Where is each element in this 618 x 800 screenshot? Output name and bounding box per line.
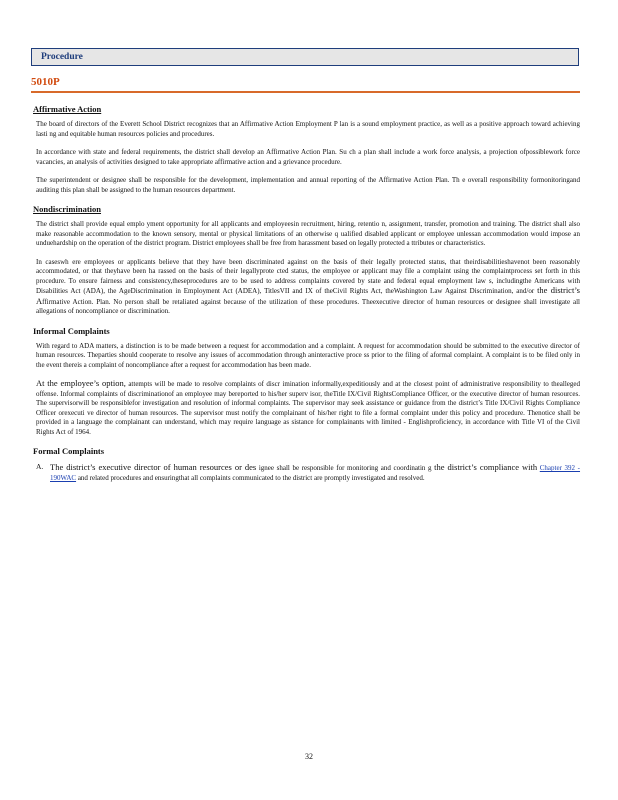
document-body <box>33 104 581 489</box>
section-informal-complaints <box>33 325 580 438</box>
section-heading: Affirmative Action <box>33 104 102 114</box>
paragraph: In accordance with state and federal requirements, the district shall develop an Affirmative Action Plan. Su ch a plan shall include a work force analysis, a projection ofpossiblework force vacancies, an analysis of activities designed to take appropriate affirmative action and a grievance procedure. <box>36 148 580 166</box>
section-nondiscrimination <box>33 204 580 317</box>
procedure-banner <box>31 48 579 66</box>
header-divider <box>31 91 580 93</box>
wac-chapter-link[interactable]: Chapter 392 - 190WAC <box>50 464 581 482</box>
section-formal-complaints <box>33 446 581 483</box>
list-item: A. The district’s executive director of human resources or des ignee shall be responsible for monitoring and coordinatin g the district’s compliance with Chapter 392 - 190WAC and related procedures and ensuringthat all complaints communicated to the district are promptly investigated and resolved. <box>36 462 581 482</box>
list-marker: A. <box>36 462 44 471</box>
paragraph: The board of directors of the Everett School District recognizes that an Affirmative Action Employment P lan is a sound employment practice, as well as a positive approach toward achieving lasti ng and equitable human resources policies and procedures. <box>36 120 580 138</box>
section-heading: Informal Complaints <box>33 325 110 336</box>
section-heading: Nondiscrimination <box>33 204 102 214</box>
paragraph: The superintendent or designee shall be responsible for the development, implementation and annual reporting of the Affirmative Action Plan. Th e overall responsibility formonitoringand auditing this plan shall be assigned to the human resources department. <box>36 176 580 194</box>
policy-number: 5010P <box>31 76 60 88</box>
section-heading: Formal Complaints <box>33 446 105 456</box>
section-affirmative-action <box>33 104 580 195</box>
procedure-label: Procedure <box>41 52 83 62</box>
paragraph: In caseswh ere employees or applicants believe that they have been discriminated against on the basis of their legally protected status, that theirdisabilitieshavenot been reasonably accommodated, or that theyhave been ha rassed on the basis of their legallyprote cted status, the employee or applicant may file a complaint using the complaintprocess set forth in this procedure. To ensure fairness and consistency,theseprocedures are to be used to address complaints covered by state and federal equal employment law s, includingthe Americans with Disabilities Act (ADA), the AgeDiscrimination in Employment Act (ADEA), TitlesVII and IX of theCivil Rights Act, theWashington Law Against Discrimination, and/or the district’s Affirmative Action. Plan. No person shall be retaliated against because of the utilization of these procedures. Theexecutive director of human resources or designee shall investigate all allegations of noncompliance or discrimination. <box>36 257 580 315</box>
paragraph: With regard to ADA matters, a distinction is to be made between a request for accommodation and a complaint. A request for accommodation should be submitted to the executive director of human resources. Theparties should cooperate to resolve any issues of accommodation through aninteractive proce ss prior to the filing of aformal complaint. A complaint is to be filed only in the event thereis a complaint of noncompliance after a request for accommodation has been made. <box>36 341 580 369</box>
paragraph: At the employee’s option, attempts will be made to resolve complaints of discr imination informally,expeditiously and at the closest point of administrative responsibility to thealleged offense. Informal complaints of discriminationof an employee may bereported to his/her superv isor, theTitle IX/Civil RightsCompliance Officer, or the executive director of human resources. The supervisorwill be responsiblefor investigation and resolution of informal complaints. The supervisor may seek assistance or guidance from the district’s Title IX/Civil Rights Compliance Officer orexecuti ve director of human resources. The supervisor must notify the complainant of his/her right to file a formal complaint under this policy and procedure. Thenotice shall be provided in a language the complainant can understand, which may require language as sistance for complainants with limited - Englishproficiency, in accordance with Title VI of the Civil Rights Act of 1964. <box>36 378 580 436</box>
paragraph: The district shall provide equal emplo yment opportunity for all applicants and employeesin recruitment, hiring, retentio n, assignment, transfer, promotion and training. The district shall also make reasonable accommodation to the known sensory, mental or physical limitations of an otherwise q ualified disabled applicant or employee unlessan accommodation would impose an unduehardship on the operation of the district program. District employees shall be free from harassment based on legally protected a ttributes or characteristics. <box>36 220 580 247</box>
page-number: 32 <box>305 752 313 761</box>
